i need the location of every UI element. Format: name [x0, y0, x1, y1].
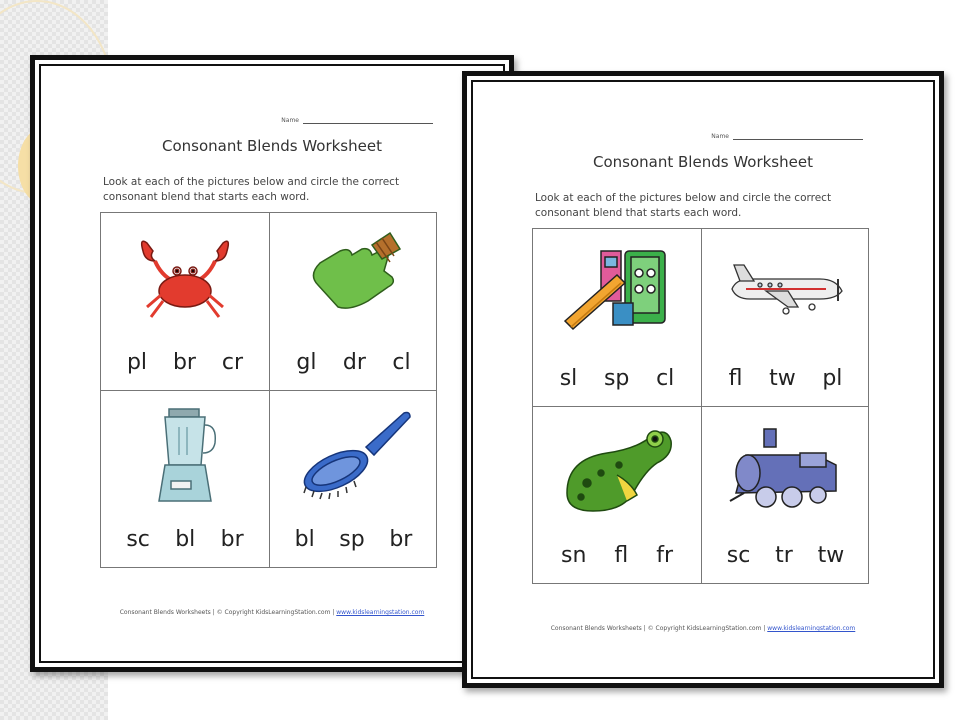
- worksheet-1: [30, 55, 514, 672]
- footer-text: Consonant Blends Worksheets | © Copyright KidsLearningStation.com |: [550, 625, 766, 632]
- name-label: Name: [281, 117, 299, 124]
- footer-link[interactable]: www.kidslearningstation.com: [767, 625, 856, 632]
- blend-option[interactable]: sc: [126, 527, 150, 552]
- blend-option[interactable]: fl: [614, 543, 629, 568]
- blend-option[interactable]: br: [220, 527, 244, 552]
- worksheet-2: [462, 71, 944, 688]
- frog-icon: [557, 423, 677, 523]
- plane-icon: [726, 245, 846, 345]
- name-line: [733, 133, 863, 140]
- name-label: Name: [711, 133, 729, 140]
- picture-grid: [532, 228, 869, 584]
- blend-option[interactable]: fl: [728, 366, 743, 391]
- instructions-line-1: Look at each of the pictures below and circle the correct: [535, 192, 832, 204]
- blend-option[interactable]: sp: [603, 366, 630, 391]
- slide-icon: [557, 245, 677, 345]
- grid-cell-plane: [701, 229, 869, 406]
- blend-option[interactable]: tr: [775, 543, 793, 568]
- blend-option[interactable]: sl: [559, 366, 578, 391]
- worksheet-footer: [473, 625, 933, 632]
- worksheet-title: Consonant Blends Worksheet: [593, 153, 813, 171]
- blend-option[interactable]: cl: [392, 350, 411, 375]
- blend-option[interactable]: cl: [656, 366, 675, 391]
- blend-option[interactable]: sp: [339, 527, 365, 552]
- glove-icon: [294, 229, 414, 329]
- worksheet-1-page: [39, 64, 505, 663]
- worksheet-title: Consonant Blends Worksheet: [162, 137, 382, 155]
- blend-option[interactable]: bl: [175, 527, 196, 552]
- blend-options: [101, 350, 269, 375]
- picture-grid: [100, 212, 437, 568]
- brush-icon: [294, 407, 414, 507]
- name-field: [281, 117, 433, 124]
- name-line: [303, 117, 433, 124]
- blend-option[interactable]: dr: [342, 350, 366, 375]
- grid-cell-slide: [533, 229, 701, 406]
- blend-option[interactable]: pl: [126, 350, 148, 375]
- blend-option[interactable]: sn: [560, 543, 587, 568]
- grid-cell-blender: [101, 390, 269, 567]
- train-icon: [726, 423, 846, 523]
- instructions-line-2: consonant blend that starts each word.: [103, 191, 310, 203]
- blend-option[interactable]: pl: [822, 366, 843, 391]
- grid-cell-crab: [101, 213, 269, 390]
- blend-options: [702, 543, 869, 568]
- instructions-line-2: consonant blend that starts each word.: [535, 207, 742, 219]
- blend-options: [270, 350, 437, 375]
- blend-option[interactable]: tw: [817, 543, 845, 568]
- footer-link[interactable]: www.kidslearningstation.com: [336, 609, 425, 616]
- blend-option[interactable]: cr: [221, 350, 244, 375]
- instructions: [535, 191, 875, 221]
- grid-cell-brush: [269, 390, 437, 567]
- worksheet-2-page: [471, 80, 935, 679]
- blend-options: [533, 366, 701, 391]
- grid-cell-train: [701, 406, 869, 583]
- worksheet-footer: [41, 609, 503, 616]
- instructions-line-1: Look at each of the pictures below and circle the correct: [103, 176, 400, 188]
- instructions: [103, 175, 443, 205]
- blend-option[interactable]: gl: [296, 350, 317, 375]
- crab-icon: [125, 229, 245, 329]
- footer-text: Consonant Blends Worksheets | © Copyright KidsLearningStation.com |: [119, 609, 335, 616]
- blend-options: [270, 527, 437, 552]
- blend-option[interactable]: fr: [656, 543, 674, 568]
- blend-options: [533, 543, 701, 568]
- blend-option[interactable]: br: [172, 350, 196, 375]
- grid-cell-frog: [533, 406, 701, 583]
- blend-option[interactable]: tw: [769, 366, 796, 391]
- blend-option[interactable]: bl: [294, 527, 315, 552]
- blend-option[interactable]: sc: [726, 543, 751, 568]
- blend-options: [101, 527, 269, 552]
- blend-option[interactable]: br: [389, 527, 413, 552]
- name-field: [711, 133, 863, 140]
- blend-options: [702, 366, 869, 391]
- blender-icon: [125, 407, 245, 507]
- grid-cell-glove: [269, 213, 437, 390]
